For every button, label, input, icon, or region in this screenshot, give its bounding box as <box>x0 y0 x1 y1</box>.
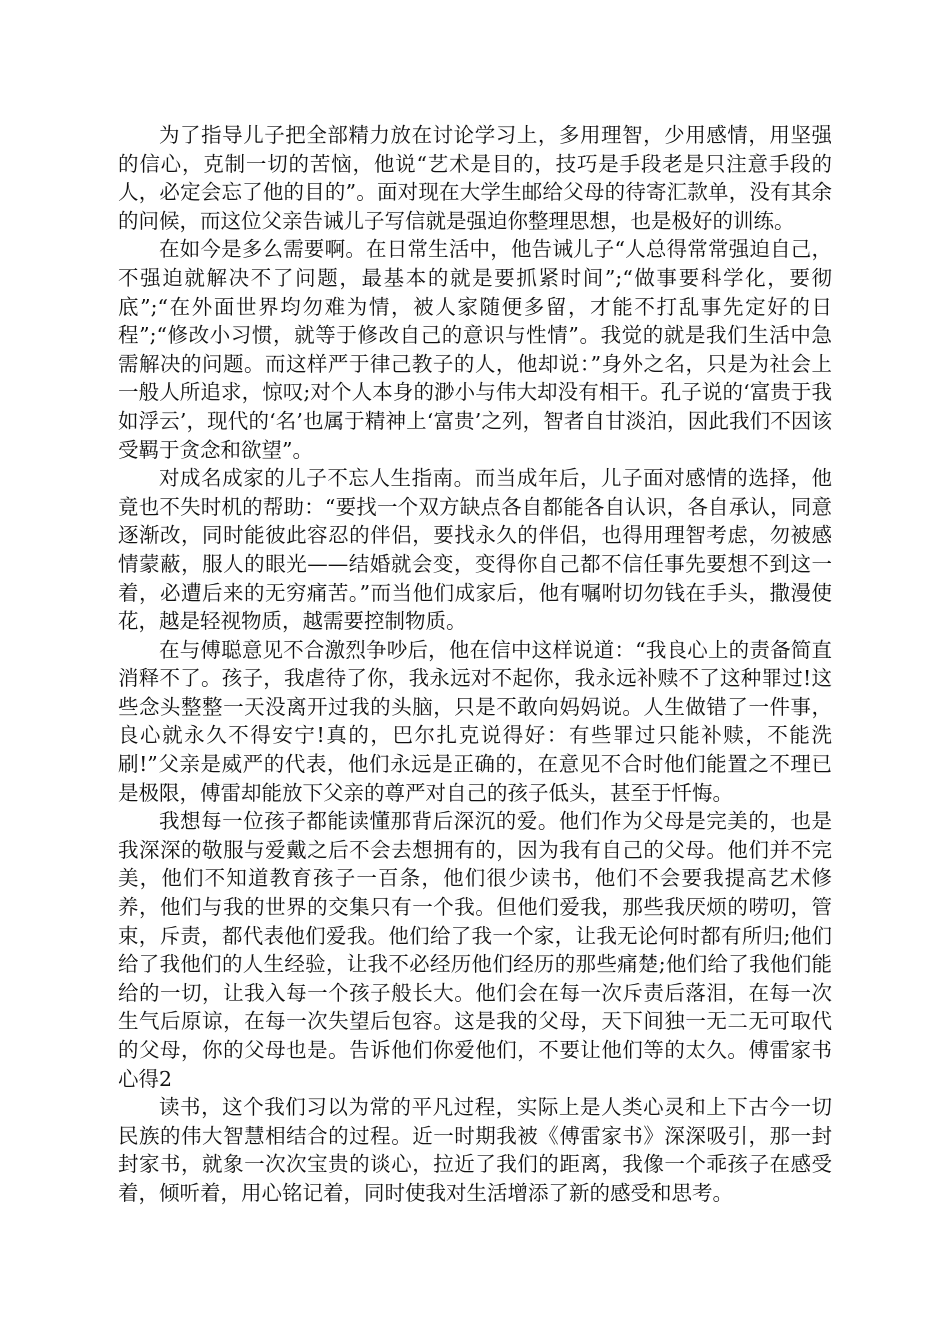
article-body <box>118 121 832 1208</box>
paragraph-6: 读书，这个我们习以为常的平凡过程，实际上是人类心灵和上下古今一切民族的伟大智慧相结合的过程。近一时期我被《傅雷家书》深深吸引，那一封封家书，就象一次次宝贵的谈心，拉近了我们的距离，我像一个乖孩子在感受着，倾听着，用心铭记着，同时使我对生活增添了新的感受和思考。 <box>118 1095 832 1205</box>
paragraph-3: 对成名成家的儿子不忘人生指南。而当成年后，儿子面对感情的选择，他竟也不失时机的帮助：“要找一个双方缺点各自都能各自认识，各自承认，同意逐渐改，同时能彼此容忍的伴侣，要找永久的伴侣，也得用理智考虑，勿被感情蒙蔽，服人的眼光——结婚就会变，变得你自己都不信任事先要想不到这一着，必遭后来的无穷痛苦。”而当他们成家后，他有嘱咐切勿钱在手头，撒漫使花，越是轻视物质，越需要控制物质。 <box>118 466 832 634</box>
paragraph-5: 我想每一位孩子都能读懂那背后深沉的爱。他们作为父母是完美的，也是我深深的敬服与爱戴之后不会去想拥有的，因为我有自己的父母。他们并不完美，他们不知道教育孩子一百条，他们很少读书，他们不会要我提高艺术修养，他们与我的世界的交集只有一个我。但他们爱我，那些我厌烦的唠叨，管束，斥责，都代表他们爱我。他们给了我一个家，让我无论何时都有所归;他们给了我他们的人生经验，让我不必经历他们经历的那些痛楚;他们给了我他们能给的一切，让我入每一个孩子般长大。他们会在每一次斥责后落泪，在每一次生气后原谅，在每一次失望后包容。这是我的父母，天下间独一无二无可取代的父母，你的父母也是。告诉他们你爱他们，不要让他们等的太久。傅雷家书心得2 <box>118 809 832 1091</box>
paragraph-1: 为了指导儿子把全部精力放在讨论学习上，多用理智，少用感情，用坚强的信心，克制一切的苦恼，他说“艺术是目的，技巧是手段老是只注意手段的人，必定会忘了他的目的”。面对现在大学生邮给父母的待寄汇款单，没有其余的问候，而这位父亲告诫儿子写信就是强迫你整理思想，也是极好的训练。 <box>118 123 832 233</box>
paragraph-2: 在如今是多么需要啊。在日常生活中，他告诫儿子“人总得常常强迫自己，不强迫就解决不了问题，最基本的就是要抓紧时间”;“做事要科学化，要彻底”;“在外面世界均勿难为情，被人家随便多留，才能不打乱事先定好的日程”;“修改小习惯，就等于修改自己的意识与性情”。我觉的就是我们生活中急需解决的问题。而这样严于律己教子的人，他却说：”身外之名，只是为社会上一般人所追求，惊叹;对个人本身的渺小与伟大却没有相干。孔子说的‘富贵于我如浮云’，现代的‘名’也属于精神上‘富贵’之列，智者自甘淡泊，因此我们不因该受羁于贪念和欲望”。 <box>118 237 832 462</box>
paragraph-4: 在与傅聪意见不合激烈争吵后，他在信中这样说道：“我良心上的责备简直消释不了。孩子，我虐待了你，我永远对不起你，我永远补赎不了这种罪过!这些念头整整一天没离开过我的头脑，只是不敢向妈妈说。人生做错了一件事，良心就永久不得安宁!真的，巴尔扎克说得好：有些罪过只能补赎，不能洗刷!”父亲是威严的代表，他们永远是正确的，在意见不合时他们能置之不理已是极限，傅雷却能放下父亲的尊严对自己的孩子低头，甚至于忏悔。 <box>118 637 832 805</box>
